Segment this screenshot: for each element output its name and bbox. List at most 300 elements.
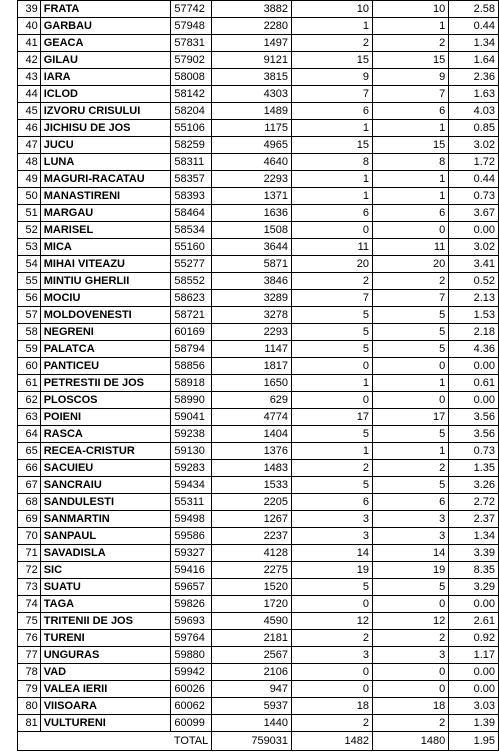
- row-number: 55: [18, 273, 41, 290]
- row-number: 47: [18, 137, 41, 154]
- locality-name: VAD: [40, 664, 171, 681]
- table-row: [18, 477, 499, 494]
- locality-code: 58623: [171, 290, 212, 307]
- total-percent: 1.95: [449, 732, 499, 751]
- population-cell: 1371: [212, 188, 292, 205]
- locality-name: MIHAI VITEAZU: [40, 256, 171, 273]
- percent-cell: 2.58: [449, 1, 499, 18]
- population-cell: 1489: [212, 103, 292, 120]
- table-row: [18, 324, 499, 341]
- locality-code: 59416: [171, 562, 212, 579]
- count-b-cell: 18: [373, 698, 449, 715]
- percent-cell: 2.72: [449, 494, 499, 511]
- table-row: [18, 256, 499, 273]
- count-a-cell: 5: [292, 477, 373, 494]
- percent-cell: 0.73: [449, 188, 499, 205]
- table-row: [18, 392, 499, 409]
- count-b-cell: 0: [373, 596, 449, 613]
- count-b-cell: 1: [373, 120, 449, 137]
- table-row: [18, 511, 499, 528]
- count-a-cell: 2: [292, 630, 373, 647]
- table-row: [18, 273, 499, 290]
- locality-name: MOLDOVENESTI: [40, 307, 171, 324]
- row-number: 41: [18, 35, 41, 52]
- percent-cell: 1.53: [449, 307, 499, 324]
- locality-code: 59327: [171, 545, 212, 562]
- locality-code: 58204: [171, 103, 212, 120]
- locality-name: VALEA IERII: [40, 681, 171, 698]
- population-cell: 3882: [212, 1, 292, 18]
- row-number: 44: [18, 86, 41, 103]
- locality-code: 59434: [171, 477, 212, 494]
- population-cell: 1497: [212, 35, 292, 52]
- population-cell: 4640: [212, 154, 292, 171]
- count-b-cell: 12: [373, 613, 449, 630]
- locality-code: 60062: [171, 698, 212, 715]
- percent-cell: 0.00: [449, 392, 499, 409]
- locality-name: SUATU: [40, 579, 171, 596]
- percent-cell: 1.17: [449, 647, 499, 664]
- count-b-cell: 5: [373, 307, 449, 324]
- count-a-cell: 0: [292, 392, 373, 409]
- locality-name: PETRESTII DE JOS: [40, 375, 171, 392]
- count-b-cell: 6: [373, 205, 449, 222]
- population-cell: 3815: [212, 69, 292, 86]
- locality-name: TURENI: [40, 630, 171, 647]
- total-label: TOTAL: [171, 732, 212, 751]
- locality-name: TRITENII DE JOS: [40, 613, 171, 630]
- locality-code: 59130: [171, 443, 212, 460]
- count-b-cell: 5: [373, 477, 449, 494]
- count-b-cell: 2: [373, 35, 449, 52]
- count-b-cell: 1: [373, 375, 449, 392]
- count-b-cell: 17: [373, 409, 449, 426]
- count-a-cell: 5: [292, 426, 373, 443]
- count-a-cell: 5: [292, 579, 373, 596]
- percent-cell: 0.73: [449, 443, 499, 460]
- locality-code: 58393: [171, 188, 212, 205]
- percent-cell: 3.03: [449, 698, 499, 715]
- count-a-cell: 19: [292, 562, 373, 579]
- percent-cell: 3.56: [449, 409, 499, 426]
- table-row: [18, 426, 499, 443]
- population-cell: 1376: [212, 443, 292, 460]
- table-row: [18, 188, 499, 205]
- locality-name: SAVADISLA: [40, 545, 171, 562]
- locality-code: 59238: [171, 426, 212, 443]
- table-row: [18, 596, 499, 613]
- population-cell: 1533: [212, 477, 292, 494]
- count-a-cell: 17: [292, 409, 373, 426]
- locality-name: NEGRENI: [40, 324, 171, 341]
- locality-name: VIISOARA: [40, 698, 171, 715]
- locality-code: 59942: [171, 664, 212, 681]
- count-b-cell: 19: [373, 562, 449, 579]
- count-a-cell: 11: [292, 239, 373, 256]
- table-row: [18, 120, 499, 137]
- count-b-cell: 7: [373, 86, 449, 103]
- locality-code: 58794: [171, 341, 212, 358]
- locality-code: 55160: [171, 239, 212, 256]
- locality-code: 55277: [171, 256, 212, 273]
- count-a-cell: 1: [292, 375, 373, 392]
- row-number: 52: [18, 222, 41, 239]
- row-number: 59: [18, 341, 41, 358]
- locality-name: IARA: [40, 69, 171, 86]
- count-a-cell: 3: [292, 511, 373, 528]
- table-row: [18, 18, 499, 35]
- population-cell: 1440: [212, 715, 292, 732]
- population-cell: 2567: [212, 647, 292, 664]
- table-row: [18, 443, 499, 460]
- percent-cell: 0.00: [449, 664, 499, 681]
- count-b-cell: 0: [373, 358, 449, 375]
- count-b-cell: 1: [373, 188, 449, 205]
- row-number: 46: [18, 120, 41, 137]
- count-b-cell: 15: [373, 137, 449, 154]
- count-a-cell: 1: [292, 443, 373, 460]
- population-cell: 1650: [212, 375, 292, 392]
- locality-name: GARBAU: [40, 18, 171, 35]
- data-table: [17, 0, 499, 751]
- total-row: [18, 732, 499, 751]
- count-a-cell: 1: [292, 171, 373, 188]
- population-cell: 3846: [212, 273, 292, 290]
- count-a-cell: 3: [292, 528, 373, 545]
- population-cell: 4774: [212, 409, 292, 426]
- population-cell: 5871: [212, 256, 292, 273]
- table-row: [18, 698, 499, 715]
- row-number: 56: [18, 290, 41, 307]
- count-a-cell: 0: [292, 222, 373, 239]
- count-b-cell: 5: [373, 341, 449, 358]
- row-number: 71: [18, 545, 41, 562]
- percent-cell: 0.61: [449, 375, 499, 392]
- count-b-cell: 5: [373, 579, 449, 596]
- locality-name: SANMARTIN: [40, 511, 171, 528]
- row-number: 45: [18, 103, 41, 120]
- population-cell: 1817: [212, 358, 292, 375]
- population-cell: 3644: [212, 239, 292, 256]
- row-number: 61: [18, 375, 41, 392]
- count-a-cell: 7: [292, 86, 373, 103]
- locality-code: 57742: [171, 1, 212, 18]
- locality-name: VULTURENI: [40, 715, 171, 732]
- row-number: 60: [18, 358, 41, 375]
- population-cell: 3289: [212, 290, 292, 307]
- row-number: 78: [18, 664, 41, 681]
- locality-code: 58008: [171, 69, 212, 86]
- count-b-cell: 0: [373, 222, 449, 239]
- row-number: 62: [18, 392, 41, 409]
- row-number: 53: [18, 239, 41, 256]
- percent-cell: 1.72: [449, 154, 499, 171]
- locality-name: SANDULESTI: [40, 494, 171, 511]
- row-number: 63: [18, 409, 41, 426]
- table-row: [18, 494, 499, 511]
- locality-name: RASCA: [40, 426, 171, 443]
- count-b-cell: 8: [373, 154, 449, 171]
- percent-cell: 3.26: [449, 477, 499, 494]
- table-row: [18, 715, 499, 732]
- count-b-cell: 2: [373, 273, 449, 290]
- count-b-cell: 15: [373, 52, 449, 69]
- count-a-cell: 1: [292, 188, 373, 205]
- table-row: [18, 664, 499, 681]
- population-cell: 1483: [212, 460, 292, 477]
- percent-cell: 1.64: [449, 52, 499, 69]
- row-number: 75: [18, 613, 41, 630]
- locality-code: 57831: [171, 35, 212, 52]
- count-b-cell: 6: [373, 494, 449, 511]
- population-cell: 1508: [212, 222, 292, 239]
- count-a-cell: 10: [292, 1, 373, 18]
- count-a-cell: 9: [292, 69, 373, 86]
- percent-cell: 3.39: [449, 545, 499, 562]
- percent-cell: 1.34: [449, 35, 499, 52]
- population-cell: 1520: [212, 579, 292, 596]
- count-b-cell: 0: [373, 681, 449, 698]
- count-a-cell: 0: [292, 664, 373, 681]
- percent-cell: 0.44: [449, 18, 499, 35]
- percent-cell: 2.36: [449, 69, 499, 86]
- locality-name: MINTIU GHERLII: [40, 273, 171, 290]
- count-b-cell: 1: [373, 171, 449, 188]
- locality-name: SACUIEU: [40, 460, 171, 477]
- table-row: [18, 613, 499, 630]
- count-b-cell: 11: [373, 239, 449, 256]
- percent-cell: 0.00: [449, 222, 499, 239]
- locality-code: 57902: [171, 52, 212, 69]
- percent-cell: 0.52: [449, 273, 499, 290]
- percent-cell: 0.00: [449, 596, 499, 613]
- locality-name: TAGA: [40, 596, 171, 613]
- population-cell: 1404: [212, 426, 292, 443]
- table-row: [18, 341, 499, 358]
- count-a-cell: 8: [292, 154, 373, 171]
- locality-name: GEACA: [40, 35, 171, 52]
- locality-name: FRATA: [40, 1, 171, 18]
- table-body: [18, 1, 499, 751]
- count-a-cell: 5: [292, 324, 373, 341]
- locality-code: 58552: [171, 273, 212, 290]
- population-cell: 4128: [212, 545, 292, 562]
- table-row: [18, 647, 499, 664]
- locality-code: 57948: [171, 18, 212, 35]
- count-a-cell: 1: [292, 18, 373, 35]
- population-cell: 2280: [212, 18, 292, 35]
- population-cell: 1147: [212, 341, 292, 358]
- row-number: 72: [18, 562, 41, 579]
- percent-cell: 0.85: [449, 120, 499, 137]
- locality-name: UNGURAS: [40, 647, 171, 664]
- population-cell: 4965: [212, 137, 292, 154]
- count-a-cell: 0: [292, 358, 373, 375]
- table-row: [18, 630, 499, 647]
- locality-name: MARGAU: [40, 205, 171, 222]
- table-row: [18, 1, 499, 18]
- population-cell: 2106: [212, 664, 292, 681]
- percent-cell: 3.41: [449, 256, 499, 273]
- table-row: [18, 290, 499, 307]
- percent-cell: 3.67: [449, 205, 499, 222]
- count-b-cell: 20: [373, 256, 449, 273]
- locality-code: 59880: [171, 647, 212, 664]
- population-cell: 4590: [212, 613, 292, 630]
- population-cell: 1175: [212, 120, 292, 137]
- locality-code: 59283: [171, 460, 212, 477]
- percent-cell: 2.13: [449, 290, 499, 307]
- locality-name: GILAU: [40, 52, 171, 69]
- locality-name: PLOSCOS: [40, 392, 171, 409]
- count-a-cell: 18: [292, 698, 373, 715]
- row-number: 70: [18, 528, 41, 545]
- table-row: [18, 375, 499, 392]
- percent-cell: 0.00: [449, 681, 499, 698]
- row-number: 58: [18, 324, 41, 341]
- table-row: [18, 562, 499, 579]
- row-number: 40: [18, 18, 41, 35]
- locality-code: 60026: [171, 681, 212, 698]
- table-row: [18, 528, 499, 545]
- count-a-cell: 14: [292, 545, 373, 562]
- row-number: 64: [18, 426, 41, 443]
- row-number: 68: [18, 494, 41, 511]
- percent-cell: 0.00: [449, 358, 499, 375]
- count-a-cell: 2: [292, 35, 373, 52]
- population-cell: 3278: [212, 307, 292, 324]
- row-number: 67: [18, 477, 41, 494]
- count-b-cell: 3: [373, 528, 449, 545]
- locality-code: 60169: [171, 324, 212, 341]
- locality-name: SIC: [40, 562, 171, 579]
- count-a-cell: 6: [292, 205, 373, 222]
- percent-cell: 1.35: [449, 460, 499, 477]
- population-cell: 5937: [212, 698, 292, 715]
- table-row: [18, 35, 499, 52]
- table-row: [18, 52, 499, 69]
- locality-name: MOCIU: [40, 290, 171, 307]
- count-b-cell: 2: [373, 715, 449, 732]
- count-b-cell: 3: [373, 511, 449, 528]
- population-cell: 2181: [212, 630, 292, 647]
- total-count-a: 1482: [292, 732, 373, 751]
- table-row: [18, 460, 499, 477]
- locality-name: SANPAUL: [40, 528, 171, 545]
- percent-cell: 4.03: [449, 103, 499, 120]
- locality-code: 59826: [171, 596, 212, 613]
- total-population: 759031: [212, 732, 292, 751]
- locality-code: 59764: [171, 630, 212, 647]
- percent-cell: 0.92: [449, 630, 499, 647]
- locality-name: POIENI: [40, 409, 171, 426]
- locality-name: ICLOD: [40, 86, 171, 103]
- locality-code: 58142: [171, 86, 212, 103]
- count-a-cell: 5: [292, 341, 373, 358]
- count-a-cell: 2: [292, 273, 373, 290]
- percent-cell: 1.63: [449, 86, 499, 103]
- table-row: [18, 409, 499, 426]
- row-number: 81: [18, 715, 41, 732]
- count-b-cell: 5: [373, 426, 449, 443]
- table-row: [18, 307, 499, 324]
- count-b-cell: 7: [373, 290, 449, 307]
- row-number: 50: [18, 188, 41, 205]
- locality-name: LUNA: [40, 154, 171, 171]
- population-cell: 2275: [212, 562, 292, 579]
- table-row: [18, 205, 499, 222]
- percent-cell: 3.02: [449, 239, 499, 256]
- table-row: [18, 171, 499, 188]
- locality-code: 59657: [171, 579, 212, 596]
- percent-cell: 2.37: [449, 511, 499, 528]
- row-number: 79: [18, 681, 41, 698]
- row-number: 57: [18, 307, 41, 324]
- locality-code: 58990: [171, 392, 212, 409]
- locality-name: JUCU: [40, 137, 171, 154]
- row-number: 69: [18, 511, 41, 528]
- count-b-cell: 2: [373, 630, 449, 647]
- population-cell: 9121: [212, 52, 292, 69]
- locality-code: 58721: [171, 307, 212, 324]
- row-number: 49: [18, 171, 41, 188]
- locality-code: 58357: [171, 171, 212, 188]
- count-a-cell: 20: [292, 256, 373, 273]
- row-number: 73: [18, 579, 41, 596]
- locality-code: 55106: [171, 120, 212, 137]
- table-row: [18, 69, 499, 86]
- locality-name: RECEA-CRISTUR: [40, 443, 171, 460]
- population-cell: 4303: [212, 86, 292, 103]
- count-a-cell: 12: [292, 613, 373, 630]
- count-a-cell: 1: [292, 120, 373, 137]
- table-row: [18, 239, 499, 256]
- row-number: 43: [18, 69, 41, 86]
- count-a-cell: 7: [292, 290, 373, 307]
- table-row: [18, 154, 499, 171]
- total-count-b: 1480: [373, 732, 449, 751]
- locality-name: MANASTIRENI: [40, 188, 171, 205]
- row-number: 65: [18, 443, 41, 460]
- table-row: [18, 579, 499, 596]
- locality-code: 58856: [171, 358, 212, 375]
- population-cell: 947: [212, 681, 292, 698]
- locality-code: 59041: [171, 409, 212, 426]
- locality-code: 58311: [171, 154, 212, 171]
- population-cell: 1636: [212, 205, 292, 222]
- count-b-cell: 1: [373, 18, 449, 35]
- total-spacer: [18, 732, 171, 751]
- count-a-cell: 15: [292, 137, 373, 154]
- locality-name: IZVORU CRISULUI: [40, 103, 171, 120]
- table-row: [18, 681, 499, 698]
- table-row: [18, 103, 499, 120]
- locality-name: MICA: [40, 239, 171, 256]
- count-a-cell: 5: [292, 307, 373, 324]
- population-cell: 1267: [212, 511, 292, 528]
- count-b-cell: 0: [373, 392, 449, 409]
- count-a-cell: 0: [292, 681, 373, 698]
- percent-cell: 2.18: [449, 324, 499, 341]
- count-a-cell: 2: [292, 460, 373, 477]
- percent-cell: 4.36: [449, 341, 499, 358]
- percent-cell: 1.39: [449, 715, 499, 732]
- percent-cell: 1.34: [449, 528, 499, 545]
- population-cell: 2293: [212, 324, 292, 341]
- locality-code: 55311: [171, 494, 212, 511]
- locality-code: 59498: [171, 511, 212, 528]
- locality-name: PANTICEU: [40, 358, 171, 375]
